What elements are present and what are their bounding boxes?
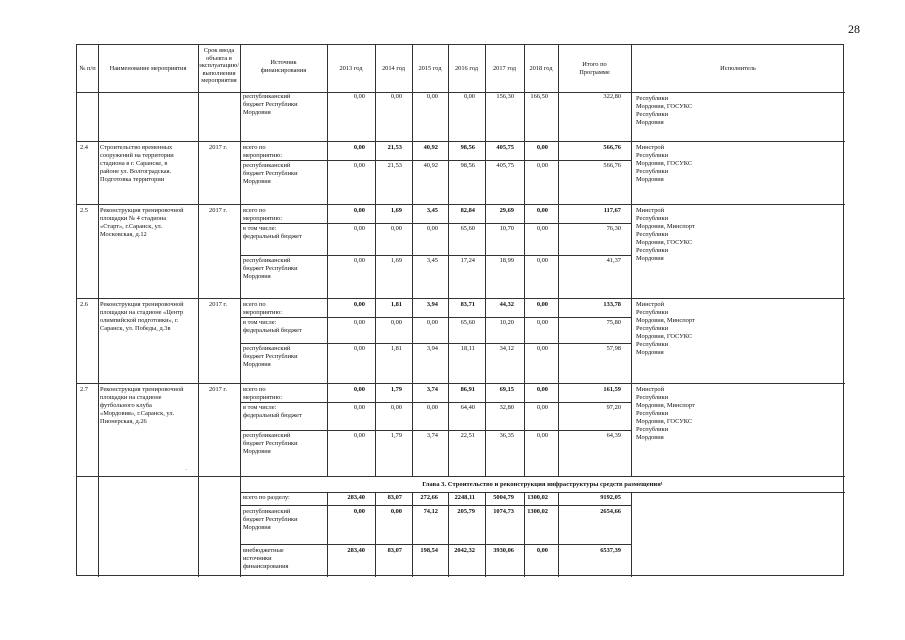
header-y2017: 2017 год bbox=[492, 65, 517, 72]
value-cell: 0,00 bbox=[390, 225, 402, 232]
value-cell: 0,00 bbox=[536, 257, 548, 264]
value-cell: 0,00 bbox=[536, 547, 548, 554]
header-source: Источник финансирования bbox=[260, 59, 307, 74]
scan-mark: · bbox=[185, 466, 188, 474]
column-border bbox=[198, 45, 199, 577]
column-border bbox=[524, 45, 525, 476]
row-separator bbox=[240, 223, 631, 224]
value-cell: 0,00 bbox=[353, 162, 365, 169]
value-cell: 83,07 bbox=[387, 547, 402, 554]
value-cell: 10,70 bbox=[499, 225, 514, 232]
block-separator bbox=[77, 141, 845, 142]
value-cell: 2654,66 bbox=[600, 508, 621, 515]
value-cell: 36,35 bbox=[499, 432, 514, 439]
column-border bbox=[485, 45, 486, 476]
value-cell: 29,69 bbox=[499, 207, 514, 214]
value-cell: 0,00 bbox=[536, 225, 548, 232]
funding-source: всего по мероприятию: bbox=[243, 301, 283, 316]
value-cell: 0,00 bbox=[390, 319, 402, 326]
header-y2016: 2016 год bbox=[454, 65, 479, 72]
header-y2014: 2014 год bbox=[381, 65, 406, 72]
value-cell: 0,00 bbox=[463, 93, 475, 100]
column-border bbox=[558, 492, 559, 577]
column-border bbox=[412, 45, 413, 476]
value-cell: 40,92 bbox=[423, 144, 438, 151]
value-cell: 98,56 bbox=[460, 144, 475, 151]
value-cell: 0,00 bbox=[353, 319, 365, 326]
value-cell: 0,00 bbox=[390, 508, 402, 515]
value-cell: 1,81 bbox=[390, 301, 402, 308]
value-cell: 272,66 bbox=[420, 494, 438, 501]
row-separator bbox=[240, 160, 631, 161]
funding-source: республиканский бюджет Республики Мордовия bbox=[243, 432, 298, 455]
funding-source: в том числе: федеральный бюджет bbox=[243, 225, 302, 240]
value-cell: 0,00 bbox=[353, 257, 365, 264]
value-cell: 98,56 bbox=[460, 162, 475, 169]
value-cell: 22,51 bbox=[460, 432, 475, 439]
header-y2013: 2013 год bbox=[339, 65, 363, 72]
value-cell: 74,12 bbox=[423, 508, 438, 515]
value-cell: 57,98 bbox=[606, 345, 621, 352]
value-cell: 64,40 bbox=[460, 404, 475, 411]
column-border bbox=[558, 45, 559, 476]
value-cell: 9192,05 bbox=[600, 494, 621, 501]
value-cell: 21,53 bbox=[387, 162, 402, 169]
column-border bbox=[485, 492, 486, 577]
value-cell: 1074,73 bbox=[493, 508, 514, 515]
value-cell: 283,40 bbox=[347, 547, 365, 554]
value-cell: 34,12 bbox=[499, 345, 514, 352]
funding-source: всего по мероприятию: bbox=[243, 207, 283, 222]
item-number: 2.4 bbox=[80, 144, 88, 151]
funding-source: республиканский бюджет Республики Мордовия bbox=[243, 508, 298, 531]
item-name: Реконструкция тренировочной площадки на стадионе «Центр олимпийской подготовки», г. Саранск, ул. Победы, д.3в bbox=[100, 301, 184, 332]
value-cell: 198,54 bbox=[420, 547, 438, 554]
item-number: 2.7 bbox=[80, 386, 88, 393]
value-cell: 76,30 bbox=[606, 225, 621, 232]
value-cell: 21,53 bbox=[387, 144, 402, 151]
column-border bbox=[240, 45, 241, 577]
value-cell: 0,00 bbox=[536, 404, 548, 411]
item-term: 2017 г. bbox=[209, 386, 227, 393]
value-cell: 0,00 bbox=[536, 432, 548, 439]
value-cell: 86,91 bbox=[460, 386, 475, 393]
value-cell: 1300,02 bbox=[527, 508, 548, 515]
value-cell: 283,40 bbox=[347, 494, 365, 501]
column-border bbox=[327, 45, 328, 476]
value-cell: 0,00 bbox=[426, 404, 438, 411]
value-cell: 405,75 bbox=[496, 162, 514, 169]
value-cell: 0,00 bbox=[353, 404, 365, 411]
header-term: Срок ввода объекта в эксплуатацию/ выполнения мероприятия bbox=[198, 47, 239, 84]
value-cell: 322,80 bbox=[603, 93, 621, 100]
block-separator bbox=[77, 204, 845, 205]
item-term: 2017 г. bbox=[209, 207, 227, 214]
funding-source: всего по разделу: bbox=[243, 494, 290, 501]
header-name: Наименование мероприятия bbox=[109, 65, 187, 72]
value-cell: 65,60 bbox=[460, 319, 475, 326]
column-border bbox=[375, 45, 376, 476]
value-cell: 1,69 bbox=[390, 207, 402, 214]
block-separator bbox=[77, 298, 845, 299]
funding-source: республиканский бюджет Республики Мордовия bbox=[243, 93, 298, 116]
value-cell: 75,80 bbox=[606, 319, 621, 326]
value-cell: 3,94 bbox=[426, 301, 438, 308]
row-separator bbox=[240, 343, 631, 344]
section-title-bottom bbox=[240, 492, 845, 493]
funding-source: республиканский бюджет Республики Мордовия bbox=[243, 345, 298, 368]
document-table bbox=[76, 44, 844, 576]
value-cell: 1,69 bbox=[390, 257, 402, 264]
value-cell: 44,32 bbox=[499, 301, 514, 308]
value-cell: 2042,32 bbox=[454, 547, 475, 554]
value-cell: 0,00 bbox=[353, 144, 365, 151]
section-title: Глава 3. Строительство и реконструкция инфраструктуры средств размещения¹ bbox=[422, 481, 663, 488]
column-border bbox=[98, 45, 99, 577]
value-cell: 0,00 bbox=[536, 207, 548, 214]
value-cell: 1300,02 bbox=[527, 494, 548, 501]
value-cell: 0,00 bbox=[536, 144, 548, 151]
header-exec: Исполнитель bbox=[720, 65, 756, 72]
value-cell: 156,30 bbox=[496, 93, 514, 100]
item-executor: Минстрой Республики Мордовия, Минспорт Республики Мордовия, ГОСУКС Республики Мордовия bbox=[636, 207, 695, 262]
value-cell: 133,78 bbox=[603, 301, 621, 308]
column-border bbox=[448, 492, 449, 577]
column-border bbox=[375, 492, 376, 577]
value-cell: 64,39 bbox=[606, 432, 621, 439]
row-separator bbox=[240, 505, 631, 506]
value-cell: 5004,79 bbox=[493, 494, 514, 501]
value-cell: 3,74 bbox=[426, 432, 438, 439]
row-separator bbox=[240, 544, 631, 545]
value-cell: 3930,06 bbox=[493, 547, 514, 554]
column-border bbox=[631, 45, 632, 476]
item-executor: Минстрой Республики Мордовия, ГОСУКС Республики Мордовия bbox=[636, 144, 693, 183]
value-cell: 405,75 bbox=[496, 144, 514, 151]
value-cell: 3,74 bbox=[426, 386, 438, 393]
value-cell: 566,76 bbox=[603, 162, 621, 169]
value-cell: 2248,11 bbox=[454, 494, 475, 501]
value-cell: 0,00 bbox=[536, 386, 548, 393]
block-separator bbox=[77, 476, 845, 477]
funding-source: внебюджетные источники финансирования bbox=[243, 547, 289, 570]
item-executor: Республики Мордовия, ГОСУКС Республики Мордовия bbox=[636, 95, 693, 126]
value-cell: 0,00 bbox=[353, 301, 365, 308]
item-name: Строительство временных сооружений на территории стадиона в г. Саранске, в районе ул. Волгоградская. Подготовка территории bbox=[100, 144, 174, 183]
value-cell: 0,00 bbox=[426, 225, 438, 232]
row-separator bbox=[240, 402, 631, 403]
funding-source: в том числе: федеральный бюджет bbox=[243, 404, 302, 419]
value-cell: 18,99 bbox=[499, 257, 514, 264]
header-num: № п/п bbox=[79, 65, 96, 72]
value-cell: 1,81 bbox=[390, 345, 402, 352]
item-number: 2.6 bbox=[80, 301, 88, 308]
value-cell: 82,84 bbox=[460, 207, 475, 214]
value-cell: 6537,39 bbox=[600, 547, 621, 554]
column-border bbox=[412, 492, 413, 577]
funding-source: республиканский бюджет Республики Мордовия bbox=[243, 162, 298, 185]
row-separator bbox=[240, 430, 631, 431]
row-separator bbox=[240, 255, 631, 256]
value-cell: 161,59 bbox=[603, 386, 621, 393]
block-separator bbox=[77, 383, 845, 384]
item-number: 2.5 bbox=[80, 207, 88, 214]
value-cell: 17,24 bbox=[460, 257, 475, 264]
value-cell: 1,79 bbox=[390, 432, 402, 439]
value-cell: 0,00 bbox=[353, 225, 365, 232]
value-cell: 97,20 bbox=[606, 404, 621, 411]
value-cell: 3,45 bbox=[426, 257, 438, 264]
value-cell: 0,00 bbox=[426, 93, 438, 100]
row-separator bbox=[240, 317, 631, 318]
funding-source: всего по мероприятию: bbox=[243, 386, 283, 401]
value-cell: 32,80 bbox=[499, 404, 514, 411]
value-cell: 0,00 bbox=[426, 319, 438, 326]
value-cell: 83,71 bbox=[460, 301, 475, 308]
column-border bbox=[448, 45, 449, 476]
value-cell: 65,60 bbox=[460, 225, 475, 232]
value-cell: 0,00 bbox=[353, 508, 365, 515]
column-border bbox=[631, 492, 632, 577]
item-term: 2017 г. bbox=[209, 144, 227, 151]
funding-source: всего по мероприятию: bbox=[243, 144, 283, 159]
value-cell: 0,00 bbox=[536, 301, 548, 308]
value-cell: 0,00 bbox=[536, 345, 548, 352]
column-border bbox=[524, 492, 525, 577]
value-cell: 0,00 bbox=[390, 93, 402, 100]
value-cell: 0,00 bbox=[353, 207, 365, 214]
value-cell: 0,00 bbox=[390, 404, 402, 411]
value-cell: 40,92 bbox=[423, 162, 438, 169]
value-cell: 0,00 bbox=[353, 93, 365, 100]
header-y2018: 2018 год bbox=[529, 65, 553, 72]
value-cell: 166,50 bbox=[530, 93, 548, 100]
value-cell: 3,94 bbox=[426, 345, 438, 352]
column-border bbox=[327, 492, 328, 577]
value-cell: 0,00 bbox=[536, 162, 548, 169]
item-term: 2017 г. bbox=[209, 301, 227, 308]
value-cell: 10,20 bbox=[499, 319, 514, 326]
value-cell: 566,76 bbox=[603, 144, 621, 151]
item-executor: Минстрой Республики Мордовия, Минспорт Республики Мордовия, ГОСУКС Республики Мордовия bbox=[636, 386, 695, 441]
funding-source: в том числе: федеральный бюджет bbox=[243, 319, 302, 334]
item-name: Реконструкция тренировочной площадки на стадионе футбольного клуба «Мордовия», г.Саранск, ул. Пионерская, д.26 bbox=[100, 386, 184, 425]
value-cell: 1,79 bbox=[390, 386, 402, 393]
page-number: 28 bbox=[848, 22, 860, 36]
value-cell: 69,15 bbox=[499, 386, 514, 393]
value-cell: 0,00 bbox=[353, 345, 365, 352]
header-total: Итого по Программе bbox=[579, 61, 610, 76]
value-cell: 205,79 bbox=[457, 508, 475, 515]
value-cell: 3,45 bbox=[426, 207, 438, 214]
funding-source: республиканский бюджет Республики Мордовия bbox=[243, 257, 298, 280]
value-cell: 0,00 bbox=[536, 319, 548, 326]
item-name: Реконструкция тренировочной площадки № 4 стадиона «Старт», г.Саранск, ул. Московская, д.12 bbox=[100, 207, 184, 238]
value-cell: 0,00 bbox=[353, 386, 365, 393]
header-y2015: 2015 год bbox=[418, 65, 442, 72]
value-cell: 18,11 bbox=[460, 345, 475, 352]
value-cell: 0,00 bbox=[353, 432, 365, 439]
value-cell: 117,67 bbox=[603, 207, 621, 214]
value-cell: 41,37 bbox=[606, 257, 621, 264]
item-executor: Минстрой Республики Мордовия, Минспорт Республики Мордовия, ГОСУКС Республики Мордовия bbox=[636, 301, 695, 356]
value-cell: 83,07 bbox=[387, 494, 402, 501]
